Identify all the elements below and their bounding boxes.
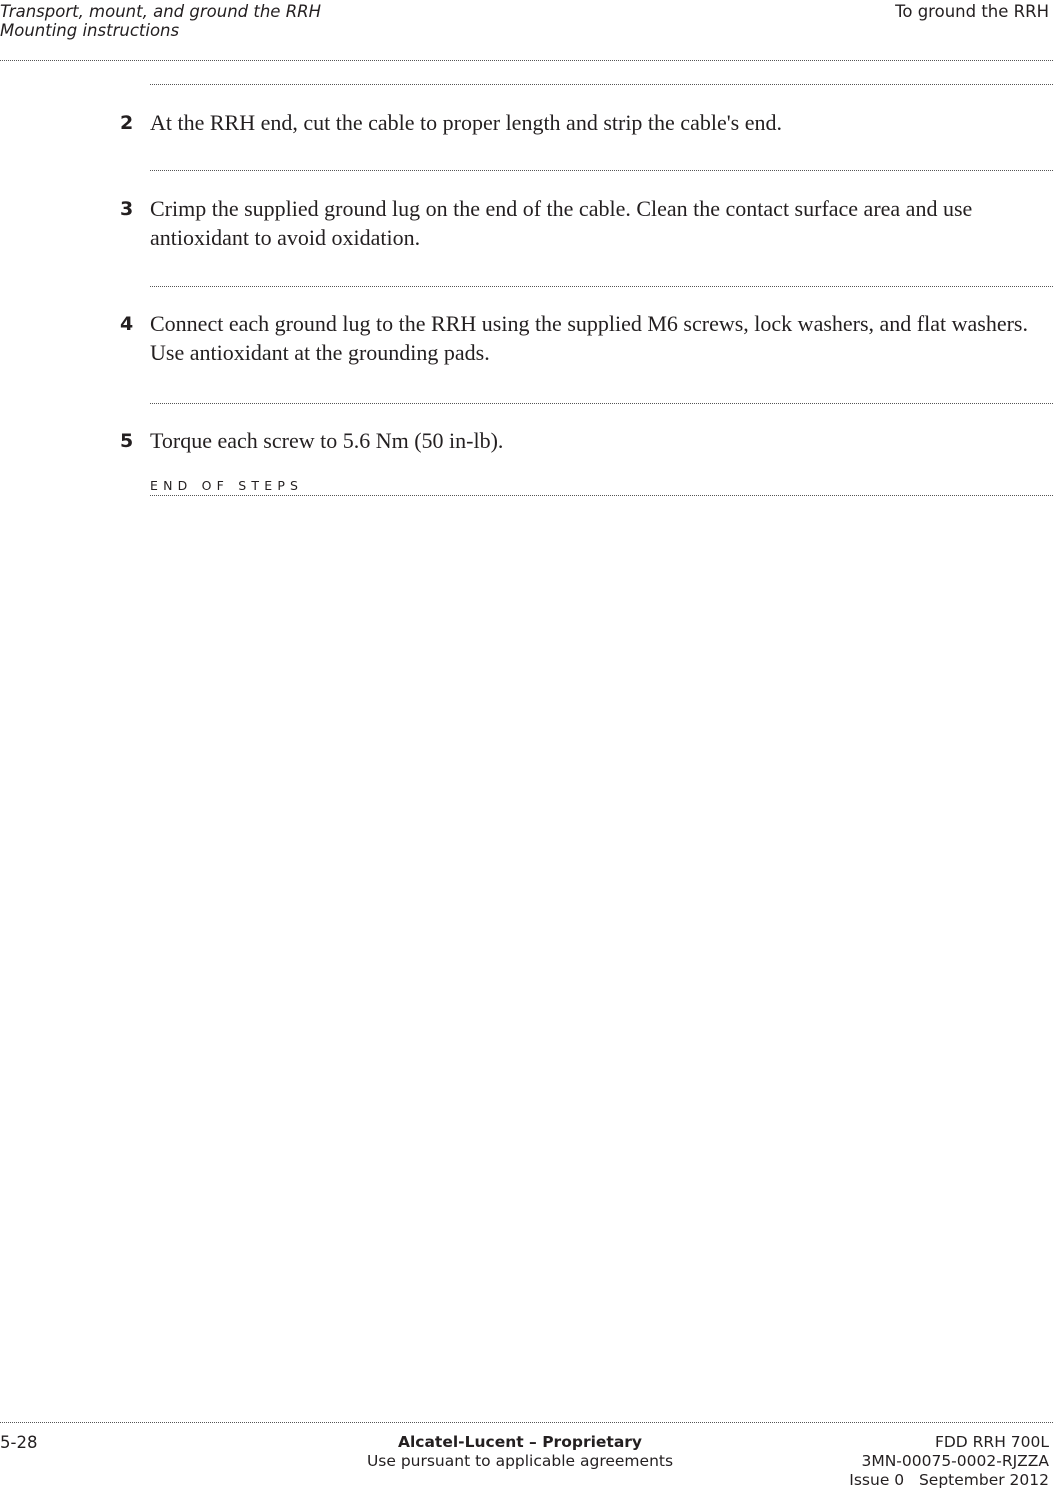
step-text: Crimp the supplied ground lug on the end of the cable. Clean the contact surface area and use antioxidant to avoid oxidation. — [150, 196, 973, 250]
step-number: 5 — [120, 430, 134, 452]
chapter-title: Transport, mount, and ground the RRH — [0, 2, 322, 21]
footer-proprietary-block — [300, 1433, 740, 1471]
end-of-steps-label: END OF STEPS — [150, 478, 304, 493]
usage-note: Use pursuant to applicable agreements — [366, 1452, 674, 1470]
proprietary-label: Alcatel-Lucent – Proprietary — [397, 1433, 643, 1451]
section-title: Mounting instructions — [0, 21, 180, 40]
page-number: 5-28 — [0, 1433, 38, 1452]
step-number: 3 — [120, 198, 134, 220]
step-number: 4 — [120, 313, 134, 335]
step-divider — [150, 84, 1053, 85]
footer-divider — [0, 1422, 1053, 1423]
issue-date — [849, 1471, 1049, 1490]
step-divider — [150, 286, 1053, 287]
running-header-left — [0, 2, 321, 40]
topic-title: To ground the RRH — [895, 2, 1049, 21]
end-of-steps-divider — [150, 495, 1053, 496]
step-divider — [150, 403, 1053, 404]
step-text: Connect each ground lug to the RRH using the supplied M6 screws, lock washers, and flat washers. Use antioxidant at the grounding pads. — [150, 311, 1028, 365]
step-text: At the RRH end, cut the cable to proper length and strip the cable's end. — [150, 110, 783, 135]
step-divider — [150, 170, 1053, 171]
document-number: 3MN-00075-0002-RJZZA — [861, 1452, 1049, 1470]
header-divider — [0, 60, 1053, 61]
issue-label: Issue 0 — [849, 1471, 905, 1489]
product-name: FDD RRH 700L — [934, 1433, 1049, 1451]
step-number: 2 — [120, 112, 134, 134]
step-text: Torque each screw to 5.6 Nm (50 in-lb). — [150, 428, 504, 453]
footer-document-info — [849, 1433, 1049, 1490]
issue-date-value: September 2012 — [918, 1471, 1049, 1489]
